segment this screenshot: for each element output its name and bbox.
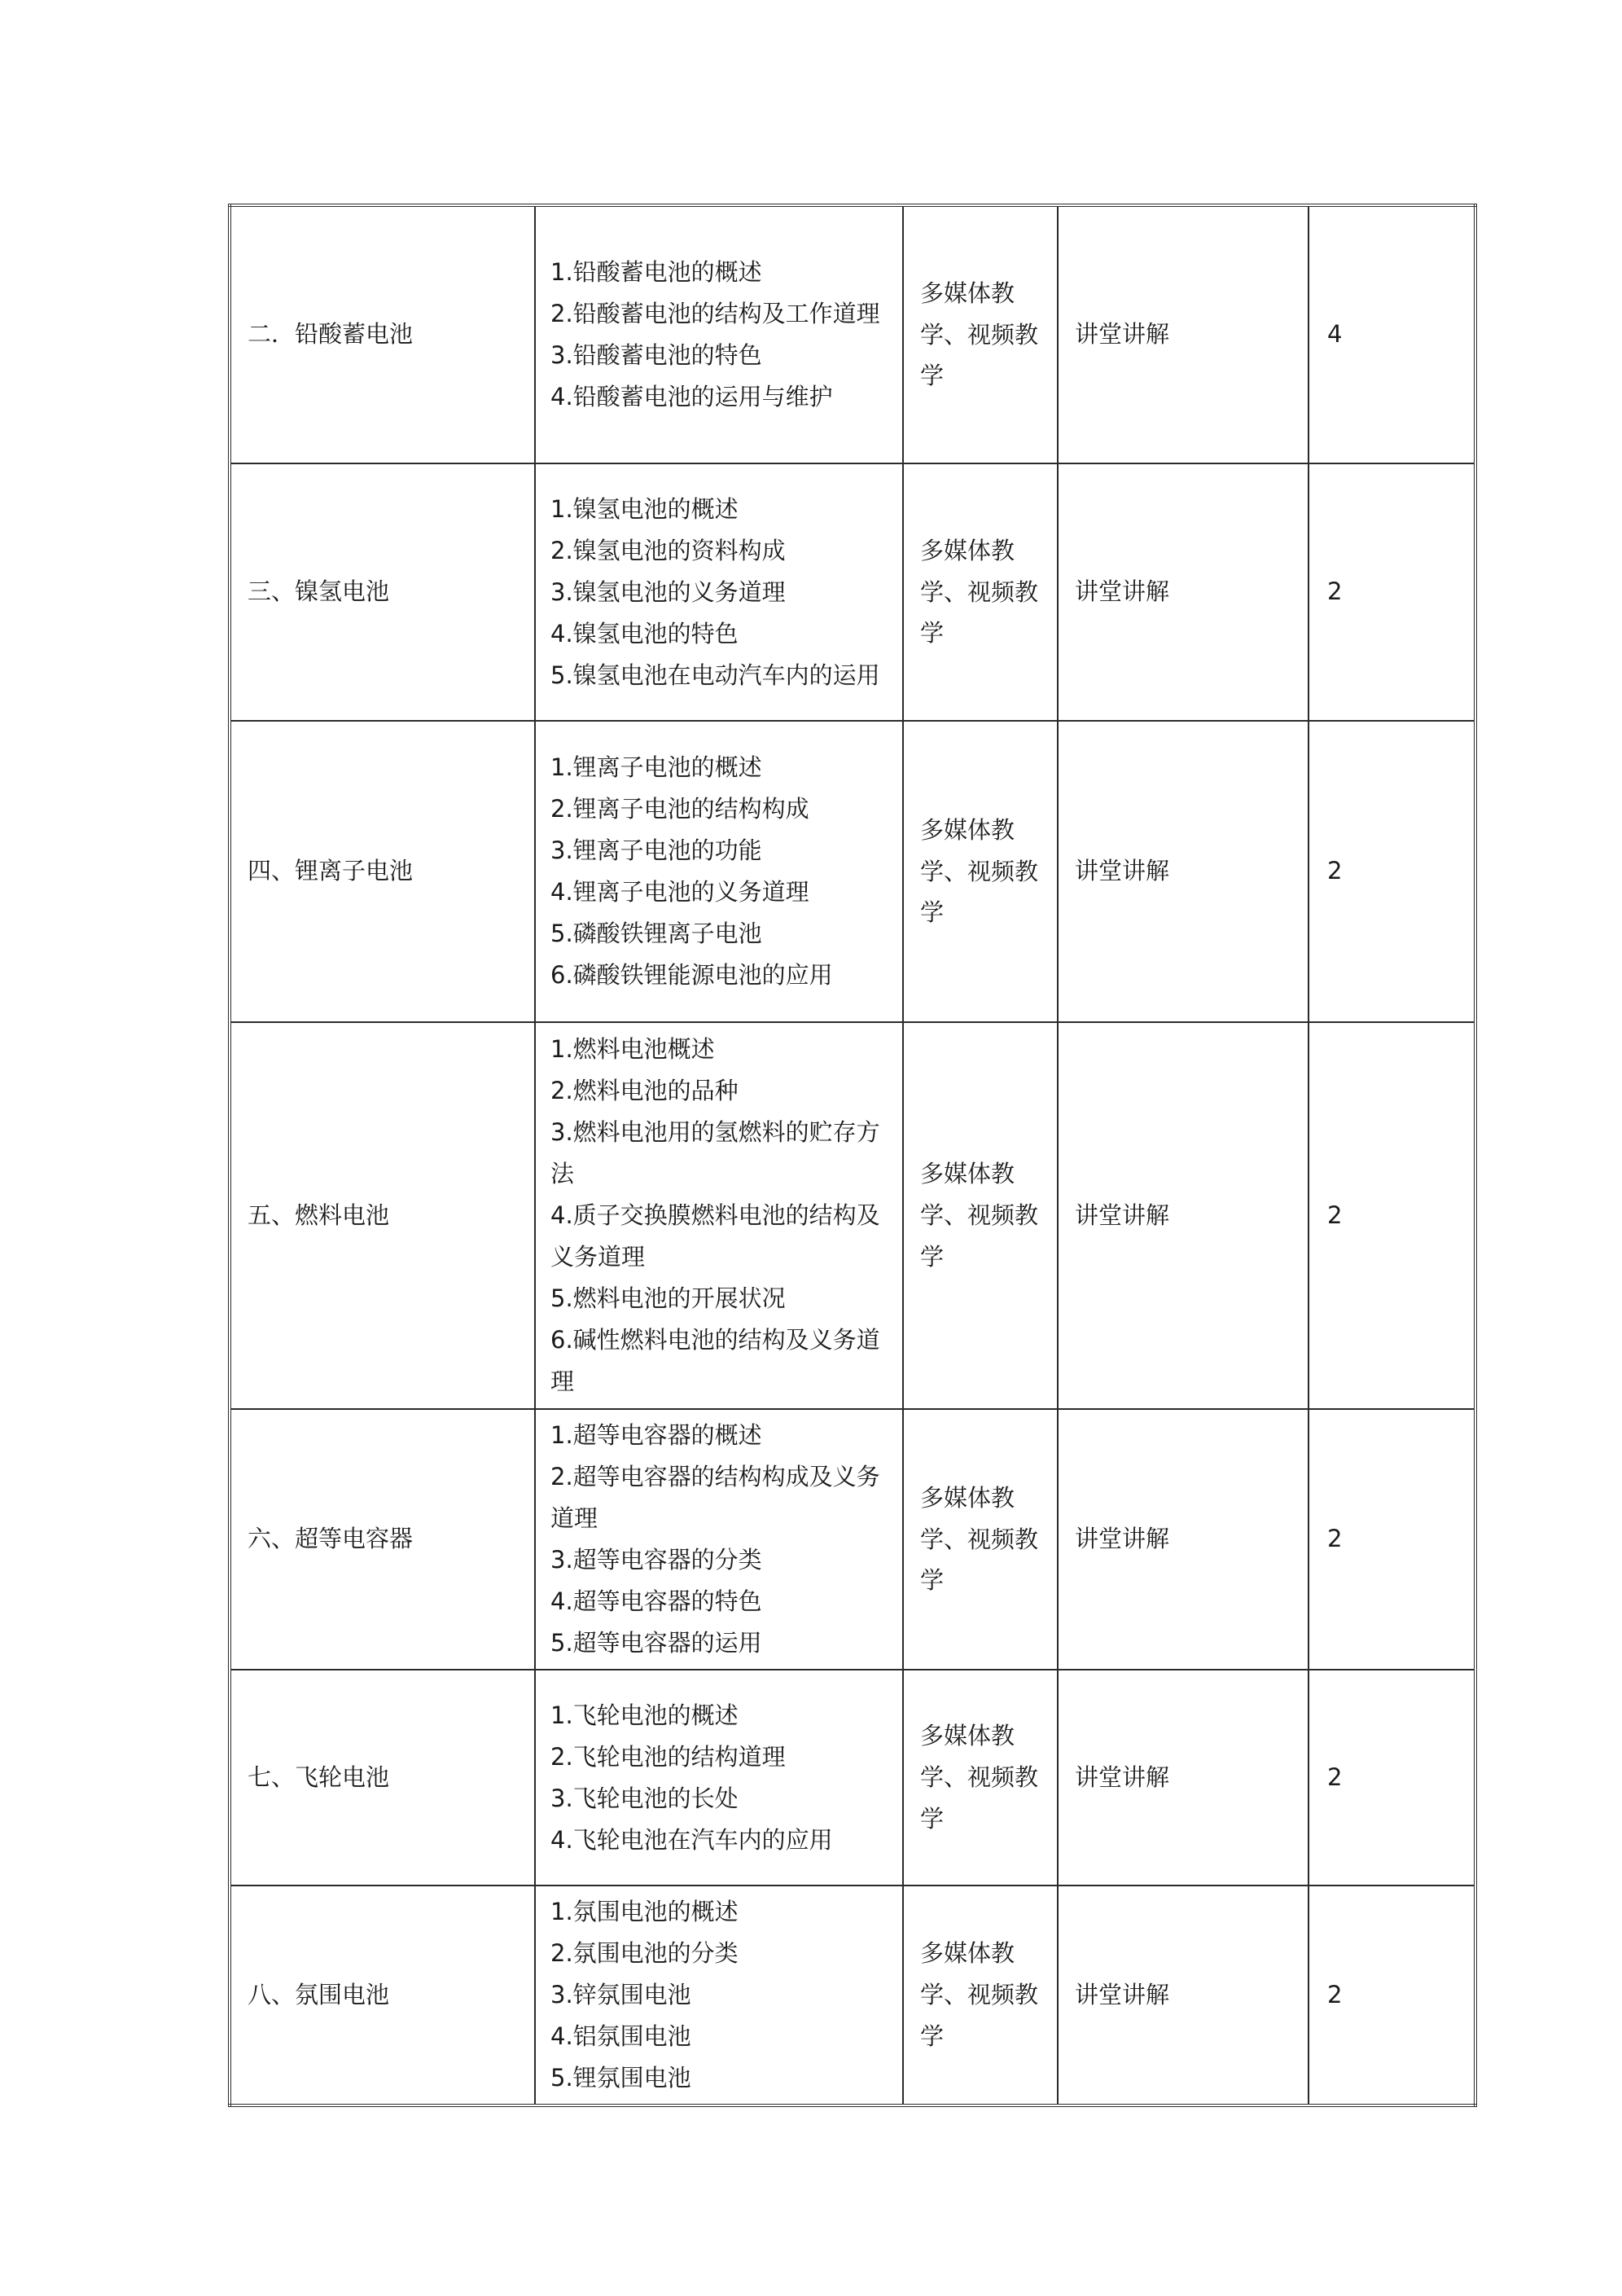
topic-item: 4.超等电容器的特色 — [550, 1587, 762, 1615]
topic-item: 2.飞轮电池的结构道理 — [550, 1742, 786, 1771]
topic-item: 1.氛围电池的概述 — [550, 1898, 739, 1925]
topic-item: 6.磷酸铁锂能源电池的应用 — [550, 961, 833, 989]
topic-item: 3.超等电容器的分类 — [550, 1546, 762, 1574]
topic-item: 2.铅酸蓄电池的结构及工作道理 — [550, 300, 880, 327]
table-row — [230, 1886, 1475, 2105]
method-cell — [903, 1886, 1058, 2105]
form-cell: 讲堂讲解 — [1058, 1670, 1309, 1886]
topics-cell — [535, 463, 903, 721]
topic-item: 3.镍氢电池的义务道理 — [550, 577, 786, 606]
topic-item: 4.锂离子电池的义务道理 — [550, 878, 809, 906]
topics-cell — [535, 1022, 903, 1409]
topic-item: 2.超等电容器的结构构成及义务道理 — [550, 1463, 880, 1532]
chapter-cell: 五、燃料电池 — [230, 1022, 535, 1409]
topic-item: 6.碱性燃料电池的结构及义务道理 — [550, 1326, 880, 1395]
form-cell: 讲堂讲解 — [1058, 1409, 1309, 1670]
syllabus-table-body — [230, 205, 1475, 2105]
topic-item: 2.燃料电池的品种 — [550, 1077, 739, 1104]
table-row — [230, 463, 1475, 721]
hours-cell: 2 — [1309, 721, 1475, 1022]
syllabus-table — [228, 204, 1477, 2107]
topics-cell — [535, 1886, 903, 2105]
form-cell: 讲堂讲解 — [1058, 1022, 1309, 1409]
chapter-cell: 二．铅酸蓄电池 — [230, 205, 535, 463]
form-cell: 讲堂讲解 — [1058, 1886, 1309, 2105]
topic-item: 4.铅酸蓄电池的运用与维护 — [550, 383, 833, 410]
topic-item: 1.飞轮电池的概述 — [550, 1701, 739, 1729]
topic-item: 1.超等电容器的概述 — [550, 1421, 762, 1449]
table-row — [230, 1022, 1475, 1409]
method-cell — [903, 1022, 1058, 1409]
chapter-cell: 三、镍氢电池 — [230, 463, 535, 721]
chapter-cell: 八、氛围电池 — [230, 1886, 535, 2105]
teaching-method: 多媒体教学、视频教学 — [920, 1722, 1039, 1833]
teaching-method: 多媒体教学、视频教学 — [920, 1483, 1039, 1595]
table-row — [230, 1409, 1475, 1670]
topic-item: 5.超等电容器的运用 — [550, 1629, 762, 1657]
teaching-method: 多媒体教学、视频教学 — [920, 1160, 1039, 1271]
topic-item: 1.锂离子电池的概述 — [550, 753, 762, 781]
topic-item: 4.镍氢电池的特色 — [550, 619, 739, 648]
chapter-cell: 六、超等电容器 — [230, 1409, 535, 1670]
teaching-method: 多媒体教学、视频教学 — [920, 279, 1039, 390]
topics-cell — [535, 721, 903, 1022]
topic-item: 1.燃料电池概述 — [550, 1035, 715, 1063]
method-cell — [903, 463, 1058, 721]
topic-item: 2.锂离子电池的结构构成 — [550, 795, 809, 823]
topics-cell — [535, 1409, 903, 1670]
hours-cell: 4 — [1309, 205, 1475, 463]
form-cell: 讲堂讲解 — [1058, 721, 1309, 1022]
topic-item: 3.燃料电池用的氢燃料的贮存方法 — [550, 1118, 880, 1188]
topic-item: 5.磷酸铁锂离子电池 — [550, 920, 762, 947]
chapter-cell: 七、飞轮电池 — [230, 1670, 535, 1886]
topic-item: 4.铝氛围电池 — [550, 2022, 691, 2050]
method-cell — [903, 721, 1058, 1022]
topics-cell — [535, 205, 903, 463]
form-cell: 讲堂讲解 — [1058, 463, 1309, 721]
topic-item: 3.飞轮电池的长处 — [550, 1784, 739, 1812]
teaching-method: 多媒体教学、视频教学 — [920, 536, 1039, 648]
topic-item: 4.质子交换膜燃料电池的结构及义务道理 — [550, 1201, 880, 1271]
topic-item: 2.镍氢电池的资料构成 — [550, 536, 786, 564]
hours-cell: 2 — [1309, 1886, 1475, 2105]
teaching-method: 多媒体教学、视频教学 — [920, 1939, 1039, 2050]
topic-item: 3.锌氛围电池 — [550, 1981, 691, 2008]
method-cell — [903, 205, 1058, 463]
topic-item: 5.锂氛围电池 — [550, 2064, 691, 2092]
chapter-cell: 四、锂离子电池 — [230, 721, 535, 1022]
topic-item: 3.锂离子电池的功能 — [550, 836, 762, 864]
method-cell — [903, 1670, 1058, 1886]
topic-item: 5.燃料电池的开展状况 — [550, 1284, 786, 1312]
topic-item: 1.镍氢电池的概述 — [550, 494, 739, 523]
topic-item: 4.飞轮电池在汽车内的应用 — [550, 1825, 833, 1854]
table-row — [230, 721, 1475, 1022]
hours-cell: 2 — [1309, 463, 1475, 721]
teaching-method: 多媒体教学、视频教学 — [920, 815, 1039, 927]
topics-cell — [535, 1670, 903, 1886]
hours-cell: 2 — [1309, 1409, 1475, 1670]
method-cell — [903, 1409, 1058, 1670]
table-row — [230, 205, 1475, 463]
topic-item: 5.镍氢电池在电动汽车内的运用 — [550, 661, 880, 689]
topic-item: 1.铅酸蓄电池的概述 — [550, 258, 762, 286]
form-cell: 讲堂讲解 — [1058, 205, 1309, 463]
hours-cell: 2 — [1309, 1022, 1475, 1409]
hours-cell: 2 — [1309, 1670, 1475, 1886]
topic-item: 2.氛围电池的分类 — [550, 1939, 739, 1967]
table-row — [230, 1670, 1475, 1886]
topic-item: 3.铅酸蓄电池的特色 — [550, 341, 762, 369]
